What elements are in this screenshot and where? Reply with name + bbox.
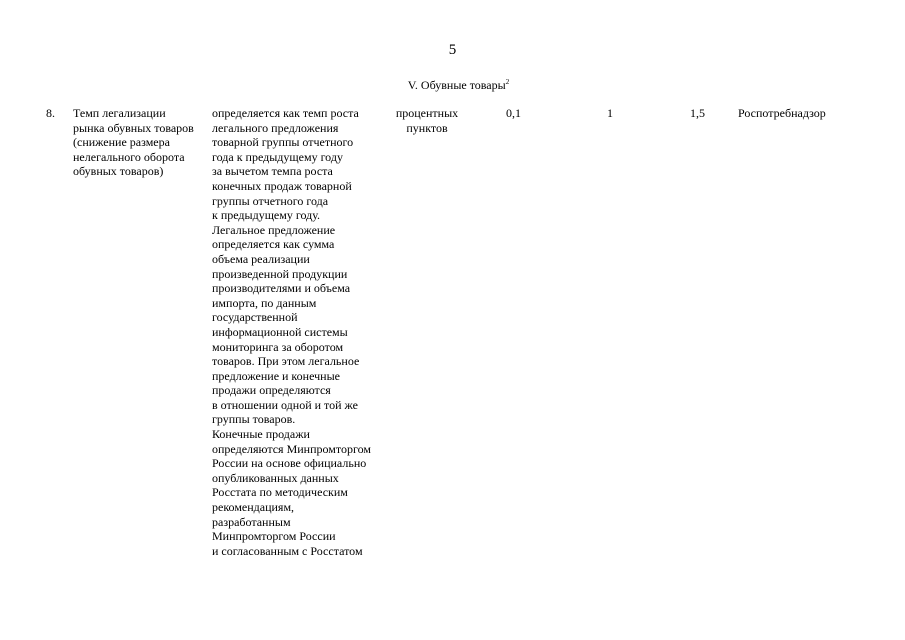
text-line: продажи определяются (212, 383, 331, 398)
text-line: легального предложения (212, 120, 339, 135)
text-line: объема реализации (212, 251, 310, 266)
text-line: товаров. При этом легальное (212, 354, 360, 369)
text-line: предложение и конечные (212, 368, 340, 383)
text-line: произведенной продукции (212, 266, 348, 281)
page-number: 5 (448, 42, 457, 58)
text-line: Темп легализации (73, 106, 166, 120)
text-line: в отношении одной и той же (212, 397, 358, 412)
text-line: к предыдущему году. (212, 208, 321, 223)
text-line: производителями и объема (212, 281, 351, 296)
responsible-agency: Роспотребнадзор (738, 106, 826, 120)
text-line: года к предыдущему году (212, 149, 343, 164)
text-line: рекомендациям, (212, 500, 295, 515)
text-line: Конечные продажи (212, 427, 310, 442)
text-line: Легальное предложение (212, 222, 336, 237)
text-line: за вычетом темпа роста (212, 164, 333, 179)
text-line: импорта, по данным (212, 295, 317, 310)
text-line: нелегального оборота (73, 149, 185, 164)
text-line: России на основе официально (212, 456, 367, 471)
text-line: определяются Минпромторгом (212, 441, 371, 456)
text-line: государственной (212, 310, 298, 325)
value-2: 1 (607, 106, 613, 120)
text-line: определяется как темп роста (212, 106, 359, 120)
text-line: пунктов (406, 120, 448, 135)
section-title (0, 78, 905, 93)
text-line: обувных товаров) (73, 164, 164, 179)
text-line: процентных (395, 106, 459, 120)
value-1: 0,1 (506, 106, 521, 120)
text-line: рынка обувных товаров (73, 120, 194, 135)
text-line: товарной группы отчетного (212, 135, 354, 150)
text-line: и согласованным с Росстатом (212, 543, 363, 558)
text-line: мониторинга за оборотом (212, 339, 344, 354)
text-line: группы отчетного года (212, 193, 329, 208)
indicator-name (73, 106, 194, 179)
row-number: 8. (46, 106, 55, 120)
text-line: (снижение размера (73, 135, 170, 150)
text-line: опубликованных данных (212, 470, 339, 485)
text-line: Росстата по методическим (212, 485, 348, 500)
text-line: разработанным (212, 514, 291, 529)
unit-of-measure (392, 106, 462, 135)
value-3: 1,5 (690, 106, 705, 120)
text-line: определяется как сумма (212, 237, 335, 252)
text-line: группы товаров. (212, 412, 296, 427)
calculation-method (212, 106, 371, 558)
section-title-text: V. Обувные товары (407, 78, 506, 92)
text-line: Минпромторгом России (212, 529, 336, 544)
text-line: информационной системы (212, 324, 348, 339)
footnote-mark: 2 (505, 78, 510, 86)
text-line: конечных продаж товарной (212, 178, 352, 193)
